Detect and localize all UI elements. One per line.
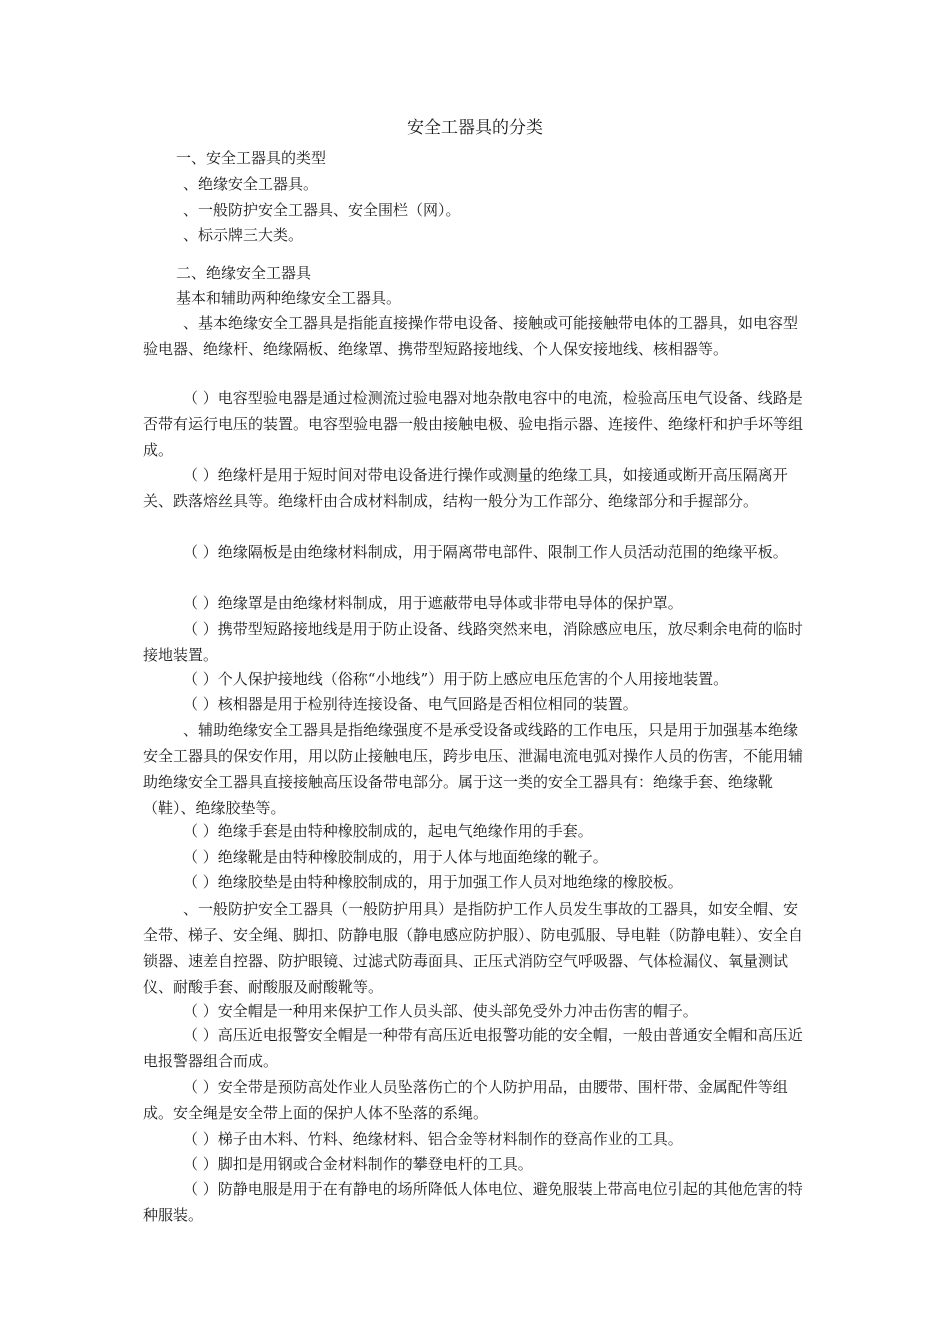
aux-item-1: （ ）绝缘手套是由特种橡胶制成的，起电气绝缘作用的手套。: [183, 822, 593, 840]
general-item-2: （ ）高压近电报警安全帽是一种带有高压近电报警功能的安全帽，一般由普通安全帽和高压近电报警器组合而成。: [143, 1026, 803, 1070]
general-item-6: （ ）防静电服是用于在有静电的场所降低人体电位、避免服装上带高电位引起的其他危害的特种服装。: [143, 1180, 803, 1224]
basic-item-2: （ ）绝缘杆是用于短时间对带电设备进行操作或测量的绝缘工具，如接通或断开高压隔离开关、跌落熔丝具等。绝缘杆由合成材料制成，结构一般分为工作部分、绝缘部分和手握部分。: [143, 466, 788, 510]
basic-item-1: （ ）电容型验电器是通过检测流过验电器对地杂散电容中的电流，检验高压电气设备、线路是否带有运行电压的装置。电容型验电器一般由接触电极、验电指示器、连接件、绝缘杆和护手坏等组成。: [143, 389, 804, 459]
section2-heading: 二、绝缘安全工器具: [176, 264, 312, 282]
section1-heading: 一、安全工器具的类型: [176, 149, 327, 167]
general-item-3: （ ）安全带是预防高处作业人员坠落伤亡的个人防护用品，由腰带、围杆带、金属配件等组成。安全绳是安全带上面的保护人体不坠落的系绳。: [143, 1078, 788, 1122]
section1-item-2: 、一般防护安全工器具、安全围栏（网）。: [183, 201, 461, 219]
basic-insulating-paragraph: 、基本绝缘安全工器具是指能直接操作带电设备、接触或可能接触带电体的工器具，如电容型验电器、绝缘杆、绝缘隔板、绝缘罩、携带型短路接地线、个人保安接地线、核相器等。: [143, 314, 799, 358]
general-protective-paragraph: 、一般防护安全工器具（一般防护用具）是指防护工作人员发生事故的工器具，如安全帽、安全带、梯子、安全绳、脚扣、防静电服（静电感应防护服）、防电弧服、导电鞋（防静电鞋）、安全自锁器、速差自控器、防护眼镜、过滤式防毒面具、正压式消防空气呼吸器、气体检漏仪、氧量测试仪、耐酸手套、耐酸服及耐酸靴等。: [143, 900, 804, 996]
general-item-4: （ ）梯子由木料、竹料、绝缘材料、铝合金等材料制作的登高作业的工具。: [183, 1130, 683, 1148]
section2-intro: 基本和辅助两种绝缘安全工器具。: [176, 289, 402, 307]
aux-item-2: （ ）绝缘靴是由特种橡胶制成的，用于人体与地面绝缘的靴子。: [183, 848, 608, 866]
general-item-5: （ ）脚扣是用钢或合金材料制作的攀登电杆的工具。: [183, 1155, 533, 1173]
auxiliary-insulating-paragraph: 、辅助绝缘安全工器具是指绝缘强度不是承受设备或线路的工作电压，只是用于加强基本绝缘安全工器具的保安作用，用以防止接触电压，跨步电压、泄漏电流电弧对操作人员的伤害，不能用辅助绝缘安全工器具直接接触高压设备带电部分。属于这一类的安全工器具有：绝缘手套、绝缘靴（鞋）、绝缘胶垫等。: [143, 721, 804, 817]
section1-item-1: 、绝缘安全工器具。: [183, 175, 319, 193]
basic-item-7: （ ）核相器是用于检别待连接设备、电气回路是否相位相同的装置。: [183, 695, 638, 713]
aux-item-3: （ ）绝缘胶垫是由特种橡胶制成的，用于加强工作人员对地绝缘的橡胶板。: [183, 873, 683, 891]
basic-item-4: （ ）绝缘罩是由绝缘材料制成，用于遮蔽带电导体或非带电导体的保护罩。: [183, 594, 683, 612]
basic-item-6: （ ）个人保护接地线（俗称“小地线”）用于防上感应电压危害的个人用接地装置。: [183, 670, 729, 688]
section1-item-3: 、标示牌三大类。: [183, 226, 304, 244]
basic-item-3: （ ）绝缘隔板是由绝缘材料制成，用于隔离带电部件、限制工作人员活动范围的绝缘平板。: [183, 543, 788, 561]
basic-item-5: （ ）携带型短路接地线是用于防止设备、线路突然来电，消除感应电压，放尽剩余电荷的临时接地装置。: [143, 620, 803, 664]
document-title: 安全工器具的分类: [407, 118, 543, 138]
general-item-1: （ ）安全帽是一种用来保护工作人员头部、使头部免受外力冲击伤害的帽子。: [183, 1002, 698, 1020]
